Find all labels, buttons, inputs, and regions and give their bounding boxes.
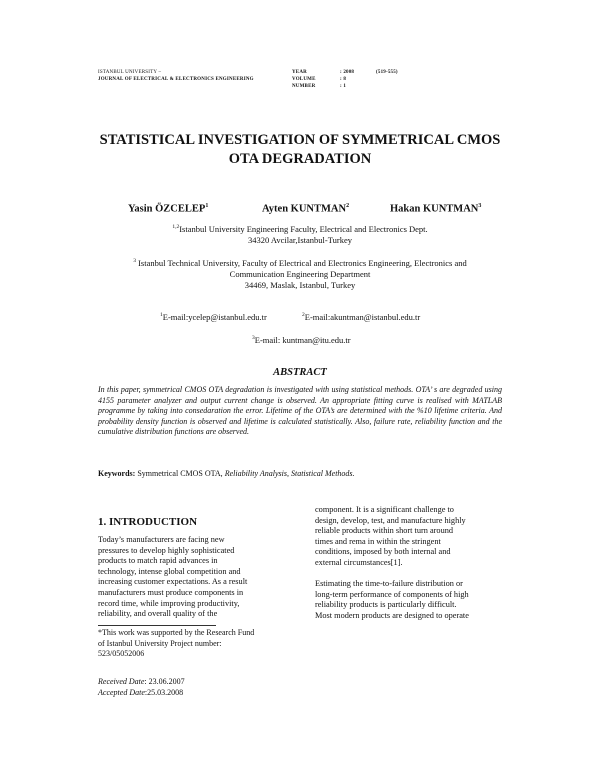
year-value: : 2008 <box>340 70 355 75</box>
text-line: reliability, and overall quality of the <box>98 609 218 619</box>
email-3[interactable] <box>252 335 351 345</box>
affiliation-line: 34320 Avcilar,Istanbul-Turkey <box>247 234 352 245</box>
text-line: external circumstances[1]. <box>315 557 403 567</box>
paper-title <box>80 131 520 169</box>
email-2[interactable] <box>302 312 420 322</box>
section-heading-introduction: 1. INTRODUCTION <box>98 516 198 528</box>
abstract-text: In this paper, symmetrical CMOS OTA degradation is investigated with using statistical methods. OTA’ s are degraded using 4155 parameter analyzer and output current change is observed. An appropriate fitting curve is realised with MATLAB programme by taking into consedaration the error. Lifetime of the OTA’s are determined with the %10 lifetime criteria. And probability density function is observed and lifetime is calculated statistically. Also, failure rate, reliability function and the cumulative distribution functions are observed. <box>98 385 502 437</box>
text-line: Today’s manufacturers are facing new <box>98 535 225 544</box>
affiliation-3 <box>90 256 510 291</box>
footnote-line: of Istanbul University Project number: <box>98 638 222 648</box>
text-line: products to match rapid advances in <box>98 556 218 566</box>
accepted-label: Accepted Date <box>98 687 145 697</box>
email-1[interactable] <box>160 312 267 322</box>
author-name: Hakan KUNTMAN <box>390 203 479 215</box>
email-text[interactable]: E-mail:akuntman@istanbul.edu.tr <box>304 312 421 322</box>
email-sup: 3 <box>252 335 255 342</box>
affiliation-sup: 1,2 <box>172 224 180 230</box>
year-label: YEAR <box>292 70 307 75</box>
text-line: technology, intense global competition and <box>98 566 241 576</box>
author-sup: 3 <box>478 203 482 209</box>
page-range: (519-555) <box>376 70 398 75</box>
abstract-heading: ABSTRACT <box>273 367 327 378</box>
footnote <box>98 628 298 660</box>
title-line-2: OTA DEGRADATION <box>228 151 372 167</box>
author-name: Ayten KUNTMAN <box>262 203 347 215</box>
text-line: reliability products is particularly difficult. <box>315 600 457 610</box>
right-column-text <box>315 505 505 622</box>
university-name: ISTANBUL UNIVERSITY – <box>98 70 162 75</box>
author-3 <box>390 203 481 215</box>
affiliation-line: Istanbul University Engineering Faculty, Electrical and Electronics Dept. <box>179 223 428 234</box>
journal-name: JOURNAL OF ELECTRICAL & ELECTRONICS ENGINEERING <box>98 77 254 82</box>
affiliation-sup: 3 <box>133 258 136 264</box>
text-line: reliable products within short turn around <box>315 526 454 536</box>
number-value: : 1 <box>340 84 347 89</box>
text-line: conditions, imposed by both internal and <box>315 547 451 557</box>
text-line: record time, while improving productivity, <box>98 598 240 608</box>
affiliation-line: Communication Engineering Department <box>229 268 371 279</box>
email-text[interactable]: E-mail:ycelep@istanbul.edu.tr <box>162 312 267 322</box>
affiliation-line: 34469, Maslak, Istanbul, Turkey <box>244 279 356 290</box>
title-line-1: STATISTICAL INVESTIGATION OF SYMMETRICAL CMOS <box>99 132 501 148</box>
volume-value: : 8 <box>340 77 347 82</box>
received-value: : 23.06.2007 <box>144 677 185 686</box>
received-label: Received Date <box>98 677 145 686</box>
text-line: manufacturers must produce components in <box>98 587 244 597</box>
text-line: times and rema in within the stringent <box>315 536 441 546</box>
author-sup: 1 <box>205 203 209 209</box>
paragraph-gap <box>315 569 505 580</box>
keywords-label: Keywords: <box>98 469 136 478</box>
footnote-rule <box>98 625 216 626</box>
email-sup: 1 <box>160 312 163 319</box>
number-label: NUMBER <box>292 84 316 89</box>
email-sup: 2 <box>302 312 305 319</box>
text-line: increasing customer expectations. As a result <box>98 577 248 587</box>
text-line: Most modern products are designed to operate <box>315 610 469 620</box>
issue-labels <box>292 69 316 90</box>
submission-dates <box>98 677 185 698</box>
author-name: Yasin ÖZCELEP <box>128 203 206 215</box>
journal-header <box>98 69 254 83</box>
email-text[interactable]: E-mail: kuntman@itu.edu.tr <box>254 335 351 345</box>
author-1 <box>128 203 208 215</box>
keywords-italic: Reliability Analysis, Statistical Methods. <box>224 469 355 478</box>
volume-label: VOLUME <box>292 77 316 82</box>
text-line: design, develop, test, and manufacture highly <box>315 515 466 525</box>
keywords-plain: Symmetrical CMOS OTA, <box>135 469 225 478</box>
affiliation-1-2 <box>110 222 490 246</box>
issue-values <box>340 69 354 90</box>
affiliation-line: Istanbul Technical University, Faculty of Electrical and Electronics Engineering, Electronics and <box>135 257 467 268</box>
text-line: component. It is a significant challenge to <box>315 505 454 514</box>
text-line: long-term performance of components of high <box>315 589 469 599</box>
author-sup: 2 <box>346 203 350 209</box>
accepted-value: :25.03.2008 <box>144 687 184 697</box>
text-line: Estimating the time-to-failure distribution or <box>315 579 463 589</box>
text-line: pressures to develop highly sophisticated <box>98 545 235 555</box>
footnote-line: 523/05052006 <box>98 649 145 659</box>
footnote-line: *This work was supported by the Research Fund <box>98 628 255 637</box>
left-column-text <box>98 535 298 620</box>
keywords <box>98 469 355 478</box>
author-2 <box>262 203 349 215</box>
